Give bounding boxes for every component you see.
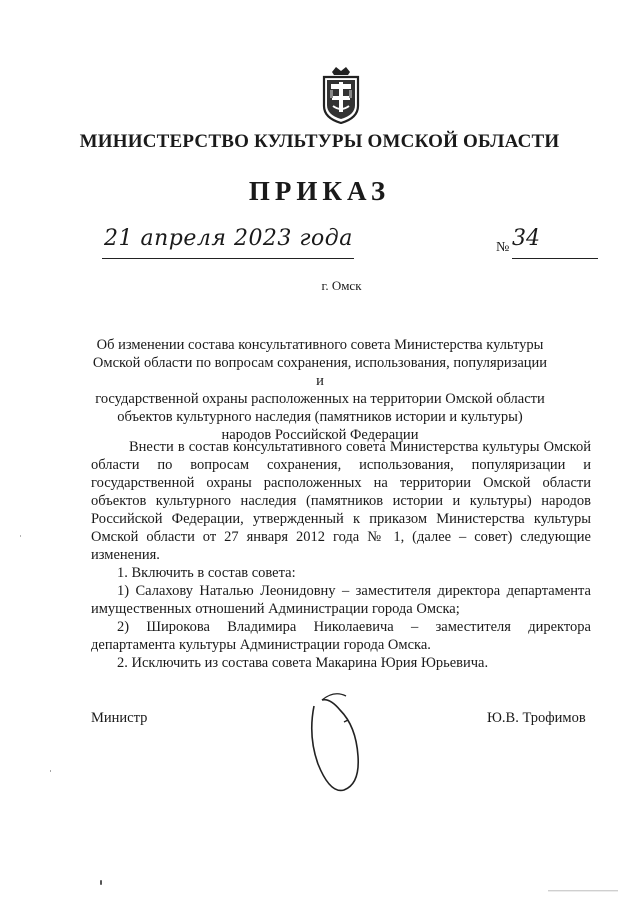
order-title: ПРИКАЗ [248, 176, 391, 206]
body-item-1: 1. Включить в состав совета: [117, 565, 296, 581]
ministry-title: МИНИСТЕРСТВО КУЛЬТУРЫ ОМСКОЙ ОБЛАСТИ [79, 131, 560, 152]
body-intro: Внести в состав консультативного совета Министерства культуры Омской области по вопросам сохранения, использования, популяризации и государственной охраны расположенных на территории Омской области объектов культурного наследия (памятников истории и культуры) народов Российской Федерации, утвержденный к приказом Министерства культуры Омской области от 27 января 2012 года № 1, (далее – совет) следующие изменения. [91, 439, 591, 563]
subject-line: Омской области по вопросам сохранения, использования, популяризации и [92, 355, 548, 389]
order-subject [90, 336, 550, 444]
scan-speck [20, 535, 21, 537]
subject-line: народов Российской Федерации [221, 427, 419, 443]
date-underline [102, 258, 354, 259]
order-body [91, 438, 591, 672]
number-sign: № [496, 240, 510, 255]
signatory-name: Ю.В. Трофимов [487, 710, 586, 726]
handwritten-signature-icon [300, 686, 384, 798]
scan-footer-mark-icon [548, 888, 618, 894]
body-item-2: 2. Исключить из состава совета Макарина Юрия Юрьевича. [117, 655, 489, 671]
number-underline [512, 258, 598, 259]
subject-line: объектов культурного наследия (памятников истории и культуры) [117, 409, 523, 425]
city: г. Омск [321, 278, 362, 293]
subject-line: Об изменении состава консультативного совета Министерства культуры [96, 337, 544, 353]
scan-speck [100, 880, 102, 885]
order-number-handwritten: 34 [512, 226, 540, 251]
body-item-1-1: 1) Салахову Наталью Леонидовну – заместителя директора департамента имущественных отношений Администрации города Омска; [91, 583, 591, 617]
subject-line: государственной охраны расположенных на территории Омской области [95, 391, 545, 407]
omsk-coat-of-arms-icon [320, 66, 362, 124]
signatory-position: Министр [91, 710, 148, 726]
scan-speck [50, 770, 51, 772]
body-item-1-2: 2) Широкова Владимира Николаевича – заместителя директора департамента культуры Администрации города Омска. [91, 619, 591, 653]
order-date-handwritten: 21 апреля 2023 года [104, 226, 353, 251]
